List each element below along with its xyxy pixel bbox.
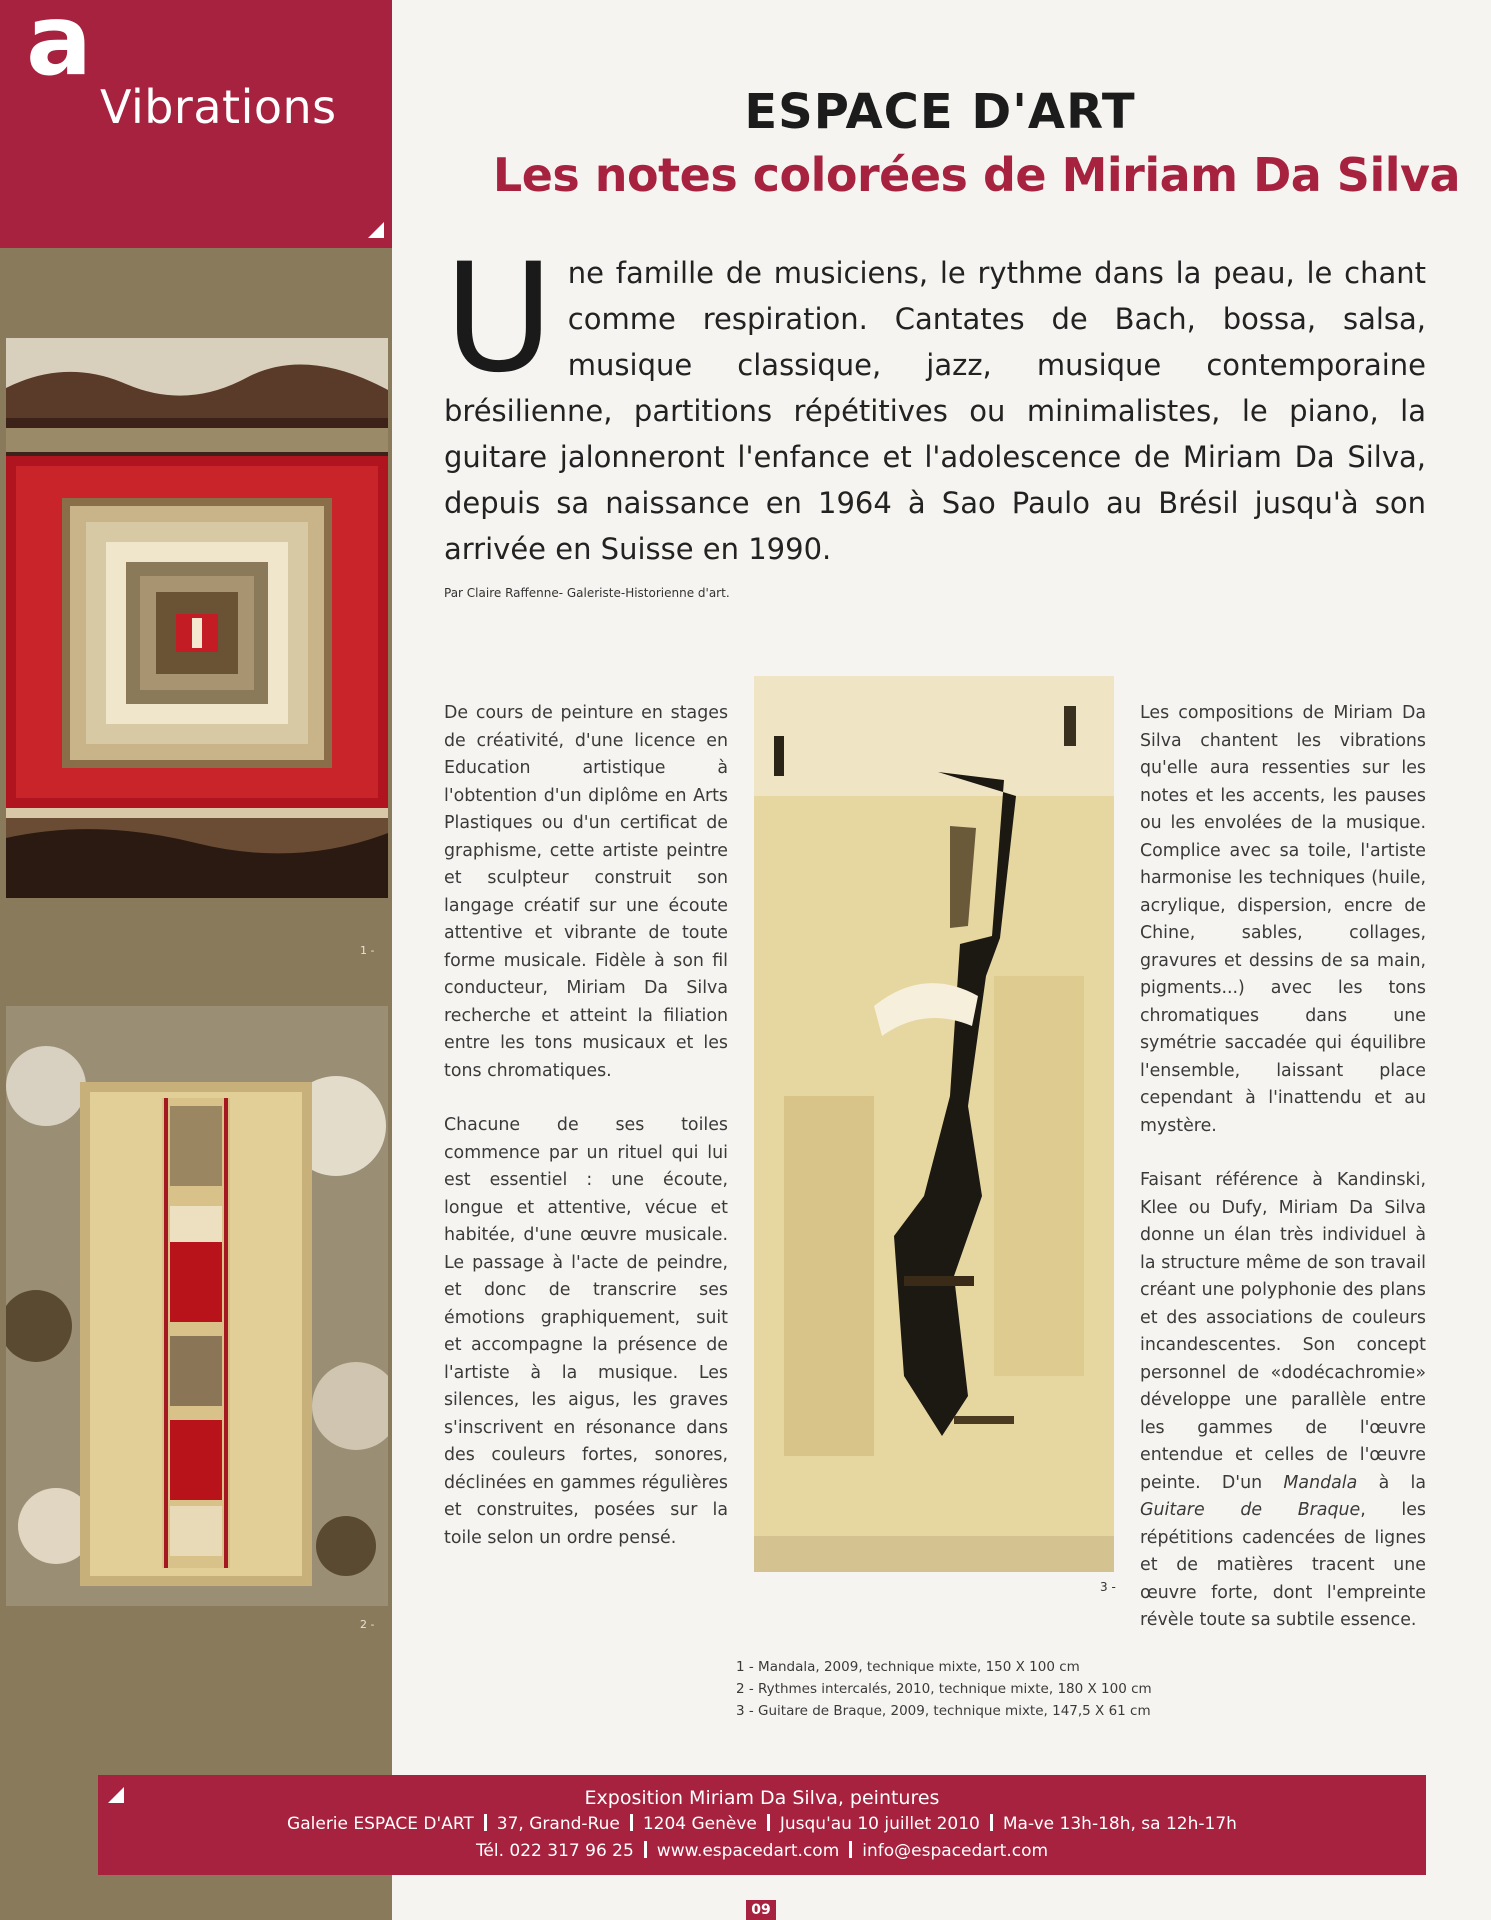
byline: Par Claire Raffenne- Galeriste-Historienne d'art. xyxy=(444,586,730,600)
body-column-1 xyxy=(444,700,728,1579)
body-column-3 xyxy=(1140,700,1426,1662)
sidebar-band xyxy=(0,0,392,1920)
column3-p2-part-c: , les répétitions cadencées de lignes et de matières tracent une œuvre forte, dont l'empreinte révèle toute sa subtile essence. xyxy=(1140,1500,1426,1630)
painting-guitare-de-braque xyxy=(754,676,1114,1572)
section-header-block xyxy=(0,0,392,248)
exhibition-banner xyxy=(98,1775,1426,1875)
figure-captions xyxy=(736,1656,1152,1722)
column3-paragraph-1: Les compositions de Miriam Da Silva chantent les vibrations qu'elle aura ressenties sur les notes et les accents, les pauses ou les envolées de la musique. Complice avec sa toile, l'artiste harmonise les techniques (huile, acrylique, dispersion, encre de Chine, sables, collages, gravures et dessins de sa main, pigments...) avec les tons chromatiques dans une symétrie saccadée qui équilibre l'ensemble, laissant place cependant à l'inattendu et au mystère. xyxy=(1140,703,1426,1136)
article-kicker: ESPACE D'ART xyxy=(744,84,1136,140)
column3-paragraph-2 xyxy=(1140,1167,1426,1635)
gallery-name: Galerie ESPACE D'ART xyxy=(287,1814,474,1834)
section-name: Vibrations xyxy=(100,80,337,134)
gallery-city: 1204 Genève xyxy=(642,1814,757,1834)
column1-paragraph-2: Chacune de ses toiles commence par un rituel qui lui est essentiel : une écoute, longue et attentive, vécue et habitée, d'une œuvre musicale. Le passage à l'acte de peindre, et donc de transcrire ses émotions graphiquement, suit et accompagne la présence de l'artiste à la musique. Les silences, les aigus, les graves s'inscrivent en résonance dans des couleurs fortes, sonores, déclinées en gammes régulières et construites, posées sur la toile selon un ordre pensé. xyxy=(444,1115,728,1548)
separator xyxy=(849,1841,852,1858)
title-mandala: Mandala xyxy=(1283,1472,1358,1493)
email-link[interactable]: info@espacedart.com xyxy=(862,1841,1049,1861)
gallery-address: 37, Grand-Rue xyxy=(496,1814,620,1834)
caption-1: 1 - Mandala, 2009, technique mixte, 150 X 100 cm xyxy=(736,1659,1080,1675)
column1-paragraph-1: De cours de peinture en stages de créativité, d'une licence en Education artistique à l'obtention d'un diplôme en Arts Plastiques ou d'un certificat de graphisme, cette artiste peintre et sculpteur construit son langage créatif sur une écoute attentive et vibrante de toute forme musicale. Fidèle à son fil conducteur, Miriam Da Silva recherche et atteint la filiation entre les tons musicaux et les tons chromatiques. xyxy=(444,703,728,1081)
column3-p2-part-a: Faisant référence à Kandinski, Klee ou Dufy, Miriam Da Silva donne un élan très individuel à la structure même de son travail créant une polyphonie des plans et des associations de couleurs incandescentes. Son concept personnel de «dodécachromie» développe une parallèle entre les gammes de l'œuvre entendue et celles de l'œuvre peinte. D'un xyxy=(1140,1170,1426,1493)
column3-p2-part-b: à la xyxy=(1357,1472,1426,1493)
corner-triangle-icon xyxy=(108,1787,124,1803)
painting-mandala xyxy=(6,338,388,898)
exhibition-details xyxy=(98,1811,1426,1838)
exhibition-title: Exposition Miriam Da Silva, peintures xyxy=(584,1787,940,1809)
lead-paragraph xyxy=(444,232,1426,572)
painting-rythmes-art xyxy=(6,1006,388,1606)
lead-text: ne famille de musiciens, le rythme dans la peau, le chant comme respiration. Cantates de Bach, bossa, salsa, musique classique, jazz, musique contemporaine brésilienne, partitions répétitives ou minimalistes, le piano, la guitare jalonneront l'enfance et l'adolescence de Miriam Da Silva, depuis sa naissance en 1964 à Sao Paulo au Brésil jusqu'à son arrivée en Suisse en 1990. xyxy=(444,256,1426,566)
caption-2: 2 - Rythmes intercalés, 2010, technique mixte, 180 X 100 cm xyxy=(736,1681,1152,1697)
separator xyxy=(630,1814,633,1831)
corner-triangle-icon xyxy=(368,222,384,238)
opening-hours: Ma-ve 13h-18h, sa 12h-17h xyxy=(1002,1814,1237,1834)
drop-cap: U xyxy=(444,232,554,406)
exhibition-contact xyxy=(98,1838,1426,1865)
painting-guitare-art xyxy=(754,676,1114,1572)
separator xyxy=(990,1814,993,1831)
title-guitare: Guitare de Braque xyxy=(1140,1500,1361,1520)
caption-3: 3 - Guitare de Braque, 2009, technique mixte, 147,5 X 61 cm xyxy=(736,1703,1151,1719)
separator xyxy=(644,1841,647,1858)
figure-number-3: 3 - xyxy=(1100,1580,1116,1594)
magazine-logo: a xyxy=(26,0,93,98)
figure-number-1: 1 - xyxy=(360,944,375,957)
separator xyxy=(484,1814,487,1831)
separator xyxy=(767,1814,770,1831)
website-link[interactable]: www.espacedart.com xyxy=(656,1841,840,1861)
figure-number-2: 2 - xyxy=(360,1618,375,1631)
exhibition-dates: Jusqu'au 10 juillet 2010 xyxy=(779,1814,980,1834)
article-title: Les notes colorées de Miriam Da Silva xyxy=(492,148,1460,202)
page-number: 09 xyxy=(746,1900,776,1920)
painting-rythmes xyxy=(6,1006,388,1606)
painting-mandala-art xyxy=(6,338,388,898)
phone-number: Tél. 022 317 96 25 xyxy=(475,1841,634,1861)
